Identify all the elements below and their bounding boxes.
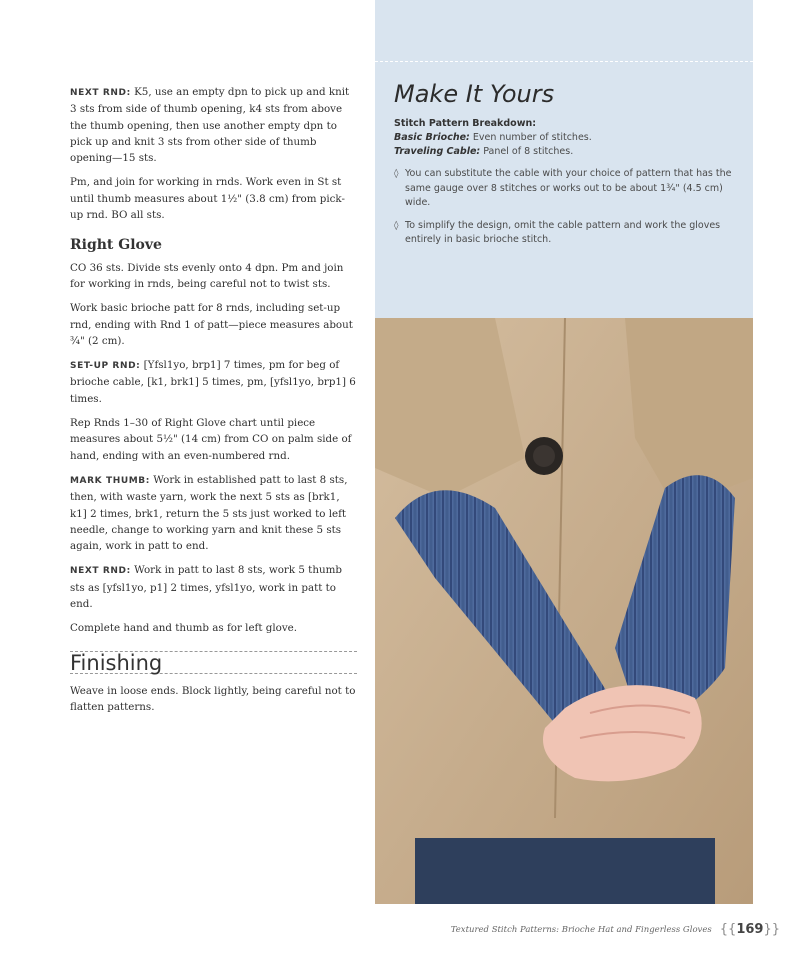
gloves-photo <box>375 318 753 904</box>
brioche-paragraph: Work basic brioche patt for 8 rnds, including set-up rnd, ending with Rnd 1 of patt—piece measures about ¾" (2 cm). <box>70 302 353 347</box>
jeans <box>415 838 715 904</box>
breakdown-label: Traveling Cable: <box>394 146 481 157</box>
paragraph-text: Work in patt to last 8 sts, work 5 thumb sts as [yfsl1yo, p1] 2 times, yfsl1yo, work in patt to end. <box>70 564 342 611</box>
finishing-heading: Finishing <box>70 650 163 675</box>
tip-text: To simplify the design, omit the cable pattern and work the gloves entirely in basic brioche stitch. <box>405 219 721 245</box>
breakdown-label: Basic Brioche: <box>394 132 470 143</box>
paragraph-lead: NEXT RND: <box>70 88 131 98</box>
sidebar-divider <box>375 61 753 62</box>
next-round-paragraph-2 <box>70 562 357 612</box>
breakdown-heading: Stitch Pattern Breakdown: <box>394 118 537 129</box>
repeat-paragraph: Rep Rnds 1–30 of Right Glove chart until piece measures about 5½" (14 cm) from CO on palm side of hand, ending with an even-numbered rnd. <box>70 417 352 462</box>
mark-thumb-paragraph <box>70 472 357 554</box>
paragraph-text: [Yfsl1yo, brp1] 7 times, pm for beg of brioche cable, [k1, brk1] 5 times, pm, [yfsl1yo, brp1] 6 times. <box>70 359 356 405</box>
breakdown-text: Panel of 8 stitches. <box>480 146 574 157</box>
page-bracket-left-icon: {{ <box>719 922 737 937</box>
right-glove-heading: Right Glove <box>70 237 162 254</box>
paragraph-text: K5, use an empty dpn to pick up and knit 3 sts from side of thumb opening, k4 sts from above the thumb opening, then use another empty dpn to pick up and knit 3 sts from other side of thumb opening—15 sts. <box>70 86 350 165</box>
coat-button-center <box>533 445 555 467</box>
tip-text: You can substitute the cable with your choice of pattern that has the same gauge over 8 stitches or works out to be about 1¾" (4.5 cm) wide. <box>405 168 732 208</box>
breakdown-text: Even number of stitches. <box>469 132 592 143</box>
breakdown-line-basic <box>394 131 737 145</box>
footer-caption: Textured Stitch Patterns: Brioche Hat and Fingerless Gloves <box>450 924 712 935</box>
sidebar-content <box>394 80 737 256</box>
page-number-value: 169 <box>736 922 764 937</box>
finishing-heading-box <box>70 651 357 674</box>
instructions-column <box>70 84 357 724</box>
make-it-yours-sidebar <box>375 0 753 318</box>
page-bracket-right-icon: }} <box>763 922 780 937</box>
paragraph-lead: MARK THUMB: <box>70 475 150 486</box>
tip-item <box>394 167 737 211</box>
tip-item <box>394 219 737 248</box>
gloves-photo-illustration <box>375 318 753 904</box>
cast-on-paragraph: CO 36 sts. Divide sts evenly onto 4 dpn. Pm and join for working in rnds, being careful not to twist sts. <box>70 261 344 290</box>
tips-list <box>394 167 737 248</box>
diamond-bullet-icon: ◊ <box>394 169 399 179</box>
diamond-bullet-icon: ◊ <box>394 220 399 231</box>
paragraph-lead: SET-UP RND: <box>70 361 141 372</box>
page-number <box>720 922 780 937</box>
sidebar-title: Make It Yours <box>394 80 555 108</box>
paragraph-text: Work in established patt to last 8 sts, then, with waste yarn, work the next 5 sts as [brk1, k1] 2 times, brk1, return the 5 sts just worked to left needle, change to working yarn and knit these 5 sts again, work in patt to end. <box>70 473 348 553</box>
setup-round-paragraph <box>70 357 357 407</box>
thumb-paragraph: Pm, and join for working in rnds. Work even in St st until thumb measures about 1½" (3.8 cm) from pick-up rnd. BO all sts. <box>70 176 345 222</box>
finishing-paragraph: Weave in loose ends. Block lightly, being careful not to flatten patterns. <box>70 684 356 714</box>
breakdown-line-cable <box>394 145 737 159</box>
paragraph-lead: NEXT RND: <box>70 566 131 577</box>
page-footer <box>451 922 780 937</box>
complete-paragraph: Complete hand and thumb as for left glove. <box>70 622 298 635</box>
next-round-paragraph <box>70 84 357 166</box>
